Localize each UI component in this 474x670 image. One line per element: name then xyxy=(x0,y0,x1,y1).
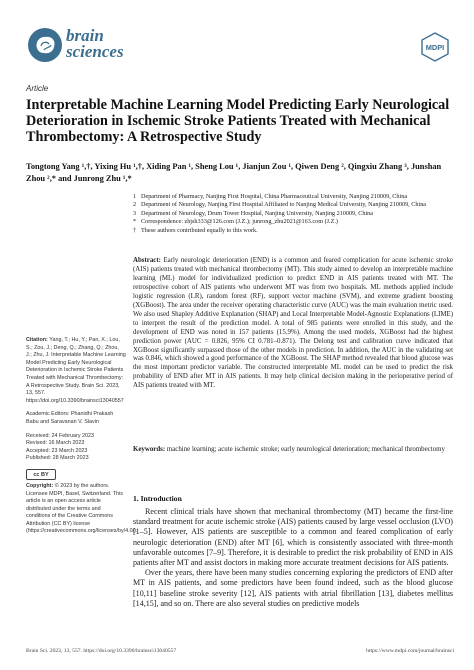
abstract xyxy=(133,257,453,391)
affiliation-text: Department of Neurology, Drum Tower Hospital, Nanjing University, Nanjing 210009, China xyxy=(141,209,374,217)
affiliation-item xyxy=(133,193,453,201)
accepted-date: Accepted: 23 March 2023 xyxy=(26,447,88,454)
citation-text: Yang, T.; Hu, Y.; Pan, X.; Lou, S.; Zou, J.; Deng, Q.; Zhang, Q.; Zhou, J.; Zhu, J. Interpretable Machine Learning Model Predicting Early Neurological Deterioration in Ischemic Stroke Patients Treated with Mechanical Thrombectomy: A Retrospective Study. Brain Sci. 2023, 13, 557. https://doi.org/10.3390/brainsci13040557 xyxy=(26,337,126,404)
academic-editors: Academic Editors: Phanidhi Prakash Babu and Saravanan V. Slavin xyxy=(26,411,114,425)
journal-logo[interactable] xyxy=(26,20,226,70)
cc-license-icon[interactable]: cc BY xyxy=(26,469,56,480)
received-date: Received: 24 February 2023 xyxy=(26,432,95,439)
affiliation-text: Department of Pharmacy, Nanjing First Hospital, China Pharmaceutical University, Nanjing 210009, China xyxy=(141,193,408,200)
keywords-label: Keywords: xyxy=(133,446,166,453)
copyright-label: Copyright: xyxy=(26,482,54,489)
affiliations xyxy=(133,193,453,235)
brain-logo-icon xyxy=(26,26,64,64)
journal-name xyxy=(66,28,124,60)
dates xyxy=(26,433,126,463)
revised-date: Revised: 16 March 2023 xyxy=(26,440,85,447)
paper-title: Interpretable Machine Learning Model Predicting Early Neurological Deterioration in Ischemic Stroke Patients Treated with Mechanical Thrombectomy: A Retrospective Study xyxy=(26,97,450,145)
equal-contribution-note xyxy=(133,227,453,235)
mdpi-logo-icon[interactable] xyxy=(420,32,450,62)
introduction-body xyxy=(133,507,453,609)
affiliation-mark: 2 xyxy=(133,201,137,209)
affiliation-mark: 3 xyxy=(133,209,137,217)
keywords-text: machine learning; acute ischemic stroke; early neurological deterioration; mechanical thrombectomy xyxy=(166,446,445,453)
page-header xyxy=(26,20,450,70)
affiliation-mark: † xyxy=(133,226,137,234)
sidebar xyxy=(26,337,138,542)
page-footer xyxy=(26,648,454,654)
publisher-name: MDPI xyxy=(425,43,445,52)
affiliation-mark: 1 xyxy=(133,193,137,200)
intro-paragraph: Recent clinical trials have shown that mechanical thrombectomy (MT) became the first-line standard treatment for acute ischemic stroke (AIS) patients caused by large vessel occlusion (LVO) [1–5]. However, AIS patients are susceptible to a common and feared complication of early neurologic deterioration (END) after MT [6], which is consistently associated with three-month unfavorable outcomes [7–9]. Therefore, it is desirable to predict the risk probability of END in AIS patients after MT and assist doctors in making more accurate treatment decisions for AIS patients. xyxy=(133,507,453,568)
affiliation-item xyxy=(133,201,453,209)
copyright-text: © 2023 by the authors. Licensee MDPI, Basel, Switzerland. This article is an open access article distributed under the terms and conditions of the Creative Commons Attribution (CC BY) license (https://creativecommons.org/licenses/by/4.0/). xyxy=(26,482,138,535)
journal-name-line1: brain xyxy=(66,26,104,45)
keywords xyxy=(133,445,453,454)
affiliation-item xyxy=(133,210,453,218)
section-title-introduction: 1. Introduction xyxy=(133,494,182,503)
affiliation-text: Correspondence: zhjsh333@126.com (J.Z.); junrong_zhu2021@163.com (J.Z.) xyxy=(141,218,338,226)
affiliation-text: These authors contributed equally to this work. xyxy=(141,226,258,234)
footer-citation[interactable]: Brain Sci. 2023, 13, 557. https://doi.org/10.3390/brainsci13040557 xyxy=(26,648,177,654)
journal-name-line2: sciences xyxy=(66,42,124,61)
citation[interactable] xyxy=(26,337,126,405)
abstract-label: Abstract: xyxy=(133,257,161,264)
correspondence[interactable] xyxy=(133,218,453,226)
article-type: Article xyxy=(26,84,49,93)
copyright xyxy=(26,482,138,536)
intro-paragraph: Over the years, there have been many studies concerning exploring the predictors of END after MT in AIS patients, and some predictors have been found indeed, such as the blood glucose [10,11] baseline stroke severity [12], AIS patients with atrial fibrillation [13], diabetes mellitus [14,15], and so on. There are also several studies on predictive models xyxy=(133,568,453,608)
abstract-text: Early neurologic deterioration (END) is a common and feared complication for acute ischemic stroke (AIS) patients treated with mechanical thrombectomy (MT). This study aimed to develop an interpretable machine learning (ML) model for individualized prediction to predict END in AIS patients treated with MT. The retrospective cohort of AIS patients who underwent MT was from two hospitals. ML methods applied include logistic regression (LR), random forest (RF), support vector machine (SVM), and extreme gradient boosting (XGBoost). The area under the receiver operating characteristic curve (AUC) was the main evaluation metric used. We also used Shapley Additive Explanation (SHAP) and Local Interpretable Model-Agnostic Explanations (LIME) to interpret the result of the prediction model. A total of 985 patients were enrolled in this study, and the development of END was noted in 157 patients (15.9%). Among the used models, XGBoost had the highest prediction power (AUC = 0.826, 95% CI 0.781–0.871). The Delong test and calibration curve indicated that XGBoost significantly surpassed those of the other models in prediction. In addition, the AUC in the validating set was 0.846, which showed a good performance of the XGBoost. The SHAP method revealed that blood glucose was the most important predictor variable. The constructed interpretable ML model can be used to predict the risk probability of END after MT in AIS patients. It may help clinical decision making in the perioperative period of AIS patients treated with MT. xyxy=(133,257,453,390)
affiliation-text: Department of Neurology, Nanjing First Hospital Affiliated to Nanjing Medical University, Nanjing 210009, China xyxy=(141,201,427,209)
author-list: Tongtong Yang ¹,†, Yixing Hu ¹,†, Xiding Pan ¹, Sheng Lou ¹, Jianjun Zou ¹, Qiwen Deng ², Qingxiu Zhang ³, Junshan Zhou ²,* and Junrong Zhu ¹,* xyxy=(26,162,442,183)
affiliation-mark: * xyxy=(133,218,137,226)
footer-journal-link[interactable]: https://www.mdpi.com/journal/brainsci xyxy=(366,648,454,654)
published-date: Published: 28 March 2023 xyxy=(26,455,89,462)
citation-label: Citation: xyxy=(26,337,48,343)
